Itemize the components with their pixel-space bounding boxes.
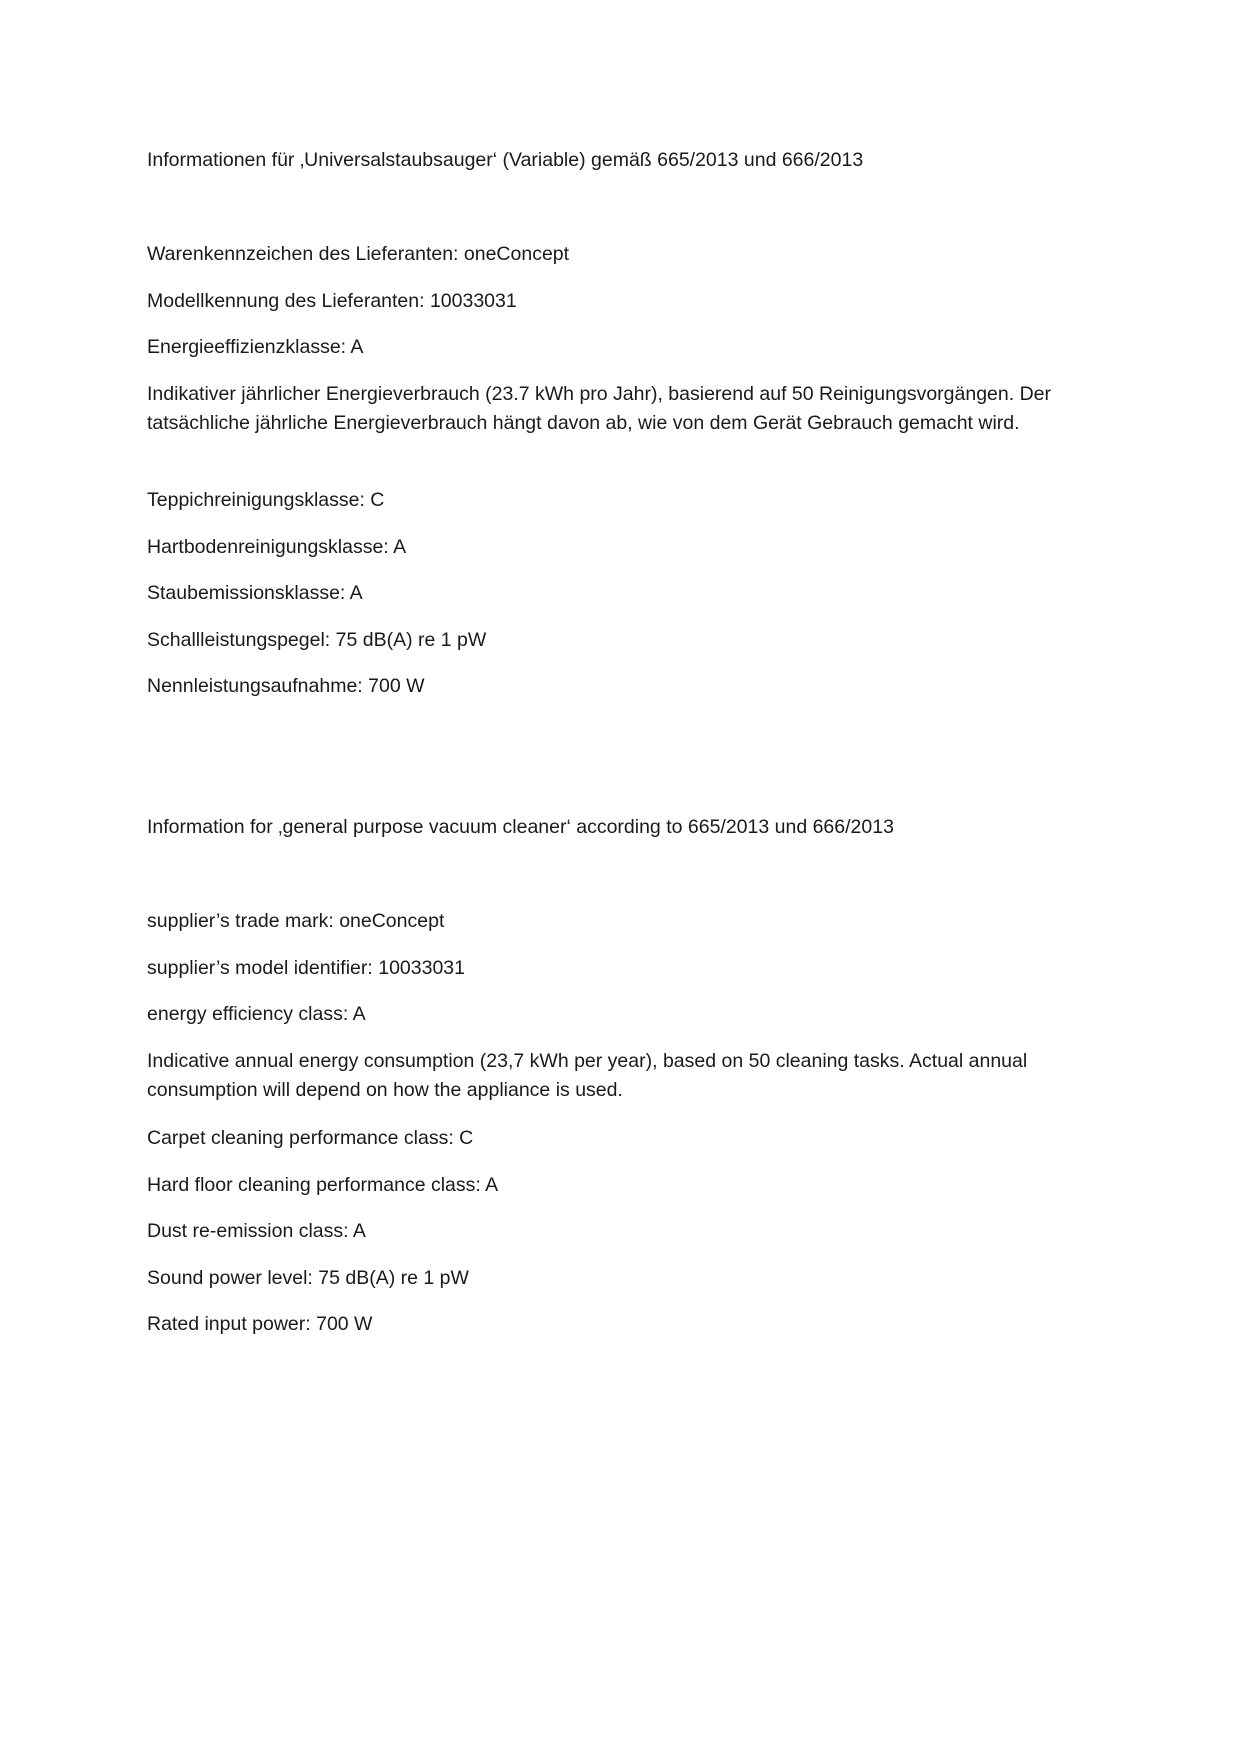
german-line-hard-floor-class: Hartbodenreinigungsklasse: A [147, 536, 407, 558]
german-line-sound-power: Schallleistungspegel: 75 dB(A) re 1 pW [147, 629, 487, 651]
english-line-dust-class: Dust re-emission class: A [147, 1220, 366, 1242]
german-heading: Informationen für ‚Universalstaubsauger‘ (Variable) gemäß 665/2013 und 666/2013 [147, 149, 864, 171]
german-line-rated-power: Nennleistungsaufnahme: 700 W [147, 675, 425, 697]
german-line-carpet-class: Teppichreinigungsklasse: C [147, 489, 385, 511]
english-line-carpet-class: Carpet cleaning performance class: C [147, 1127, 474, 1149]
english-line-model-identifier: supplier’s model identifier: 10033031 [147, 957, 465, 979]
english-heading: Information for ‚general purpose vacuum cleaner‘ according to 665/2013 und 666/2013 [147, 816, 894, 838]
english-line-hard-floor-class: Hard floor cleaning performance class: A [147, 1174, 499, 1196]
german-line-trade-mark: Warenkennzeichen des Lieferanten: oneConcept [147, 243, 570, 265]
english-line-sound-power: Sound power level: 75 dB(A) re 1 pW [147, 1267, 469, 1289]
german-line-energy-class: Energieeffizienzklasse: A [147, 336, 364, 358]
german-line-model-identifier: Modellkennung des Lieferanten: 10033031 [147, 290, 517, 312]
english-line-annual-consumption: Indicative annual energy consumption (23,7 kWh per year), based on 50 cleaning tasks. Actual annual consumption will depend on how the appliance is used. [147, 1050, 1028, 1101]
english-line-energy-class: energy efficiency class: A [147, 1003, 366, 1025]
english-line-rated-power: Rated input power: 700 W [147, 1313, 373, 1335]
german-line-annual-consumption: Indikativer jährlicher Energieverbrauch (23.7 kWh pro Jahr), basierend auf 50 Reinigungsvorgängen. Der tatsächliche jährliche Energieverbrauch hängt davon ab, wie von dem Gerät Gebrauch gemacht wird. [147, 383, 1051, 434]
german-line-dust-class: Staubemissionsklasse: A [147, 582, 363, 604]
english-line-trade-mark: supplier’s trade mark: oneConcept [147, 910, 445, 932]
